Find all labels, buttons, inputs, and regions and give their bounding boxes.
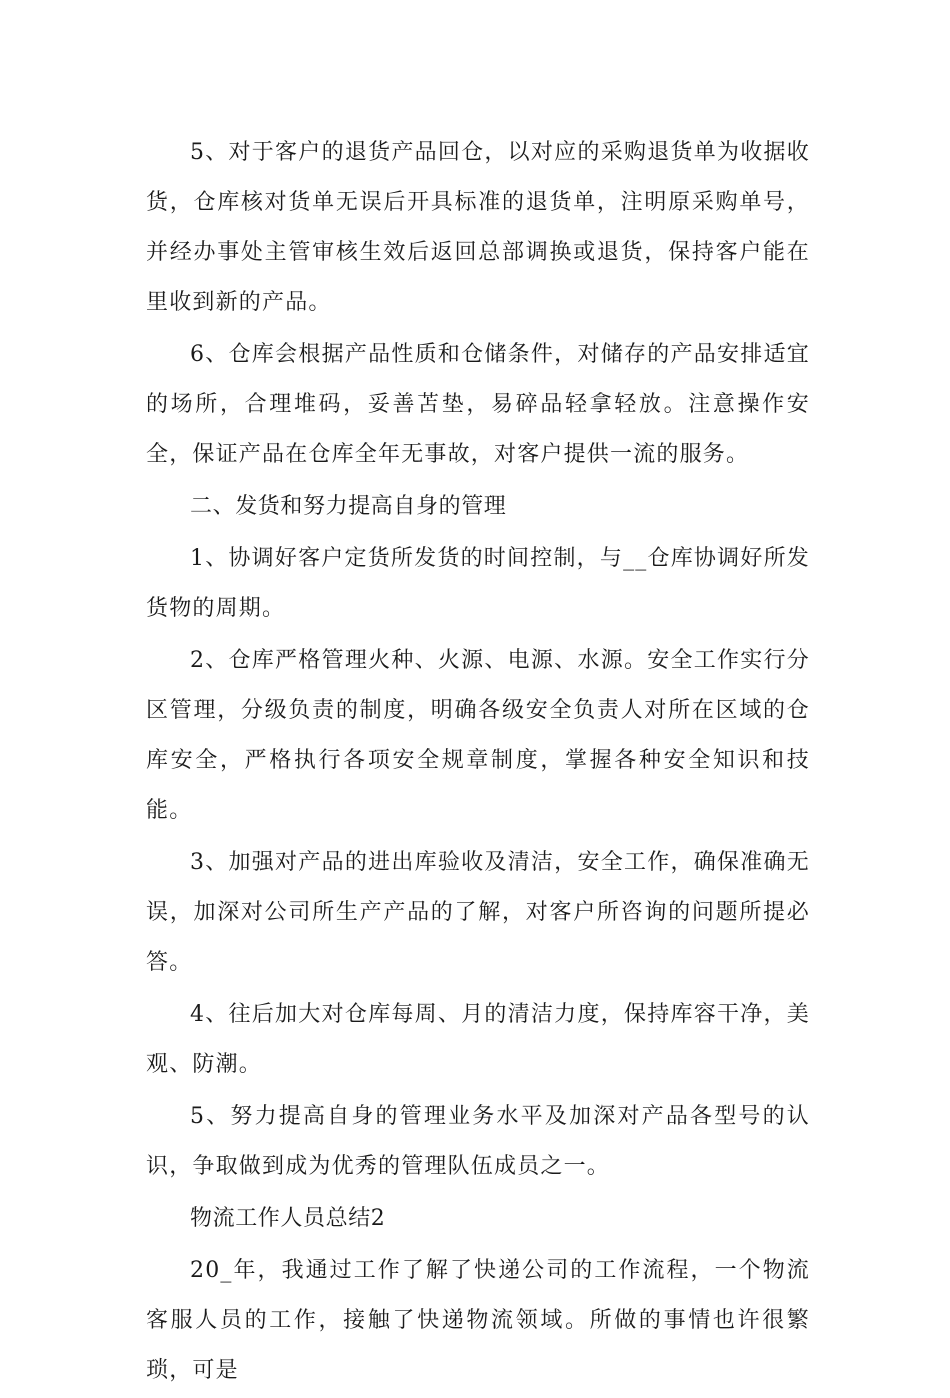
section-heading-shipping-management: 二、发货和努力提高自身的管理: [190, 494, 507, 519]
paragraph-year-review: 20_年，我通过工作了解了快递公司的工作流程，一个物流客服人员的工作，接触了快递物流领域。所做的事情也许很繁琐，可是: [146, 1258, 810, 1383]
document-body: [146, 128, 810, 1398]
paragraph-inspection: 3、加强对产品的进出库验收及清洁，安全工作，确保准确无误，加深对公司所生产产品的了解，对客户所咨询的问题所提必答。: [146, 850, 810, 975]
paragraph-storage-safety: 6、仓库会根据产品性质和仓储条件，对储存的产品安排适宜的场所，合理堆码，妥善苫垫，易碎品轻拿轻放。注意操作安全，保证产品在仓库全年无事故，对客户提供一流的服务。: [146, 342, 810, 467]
paragraph-shipping-coordination: 1、协调好客户定货所发货的时间控制，与__仓库协调好所发货物的周期。: [146, 546, 810, 621]
paragraph-cleaning: 4、往后加大对仓库每周、月的清洁力度，保持库容干净，美观、防潮。: [146, 1002, 810, 1077]
paragraph-fire-safety: 2、仓库严格管理火种、火源、电源、水源。安全工作实行分区管理，分级负责的制度，明确各级安全负责人对所在区域的仓库安全，严格执行各项安全规章制度，掌握各种安全知识和技能。: [146, 648, 810, 823]
section-heading-summary-2: 物流工作人员总结2: [190, 1206, 386, 1231]
paragraph-self-improvement: 5、努力提高自身的管理业务水平及加深对产品各型号的认识，争取做到成为优秀的管理队伍成员之一。: [146, 1104, 810, 1179]
paragraph-returns: 5、对于客户的退货产品回仓，以对应的采购退货单为收据收货，仓库核对货单无误后开具标准的退货单，注明原采购单号，并经办事处主管审核生效后返回总部调换或退货，保持客户能在里收到新的产品。: [146, 140, 810, 315]
